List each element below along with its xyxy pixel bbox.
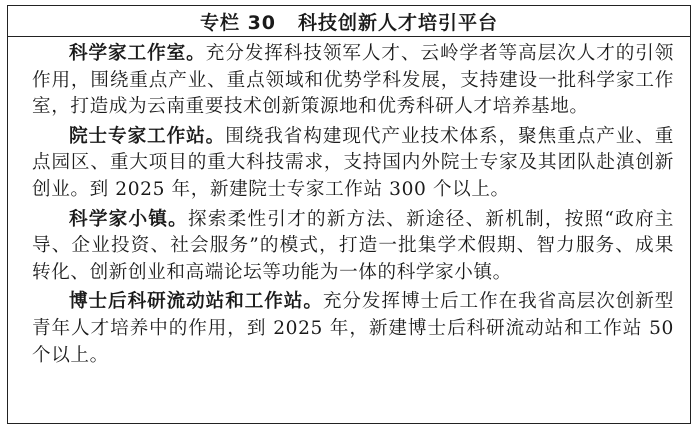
section-text: 充分发挥科技领军人才、云岭学者等高层次人才的引领作用，围绕重点产业、重点领域和优势学科发展，支持建设一批科学家工作室，打造成为云南重要技术创新策源地和优秀科研人才培养基地。 — [32, 43, 674, 118]
panel-number: 专栏 30 — [199, 11, 277, 34]
section-academician-workstation — [32, 124, 674, 204]
section-text: 围绕我省构建现代产业技术体系，聚焦重点产业、重点园区、重大项目的重大科技需求，支持国内外院士专家及其团队赴滇创新创业。到 2025 年，新建院士专家工作站 300 个以上。 — [32, 125, 674, 200]
panel-title: 科技创新人才培引平台 — [298, 11, 499, 34]
section-heading: 科学家工作室。 — [69, 43, 206, 64]
section-text: 充分发挥博士后工作在我省高层次创新型青年人才培养中的作用，到 2025 年，新建博士后科研流动站和工作站 50 个以上。 — [32, 291, 674, 366]
section-text: 探索柔性引才的新方法、新途径、新机制，按照“政府主导、企业投资、社会服务”的模式，打造一批集学术假期、智力服务、成果转化、创新创业和高端论坛等功能为一体的科学家小镇。 — [32, 208, 674, 283]
panel-title-bar — [8, 6, 690, 37]
column-panel — [7, 5, 691, 424]
section-scientist-studio — [32, 41, 674, 121]
section-postdoc-stations — [32, 289, 674, 369]
section-heading: 院士专家工作站。 — [69, 125, 226, 147]
section-heading: 博士后科研流动站和工作站。 — [69, 291, 323, 313]
section-heading: 科学家小镇。 — [69, 208, 188, 230]
panel-body — [8, 37, 690, 369]
section-scientist-town — [32, 207, 674, 287]
